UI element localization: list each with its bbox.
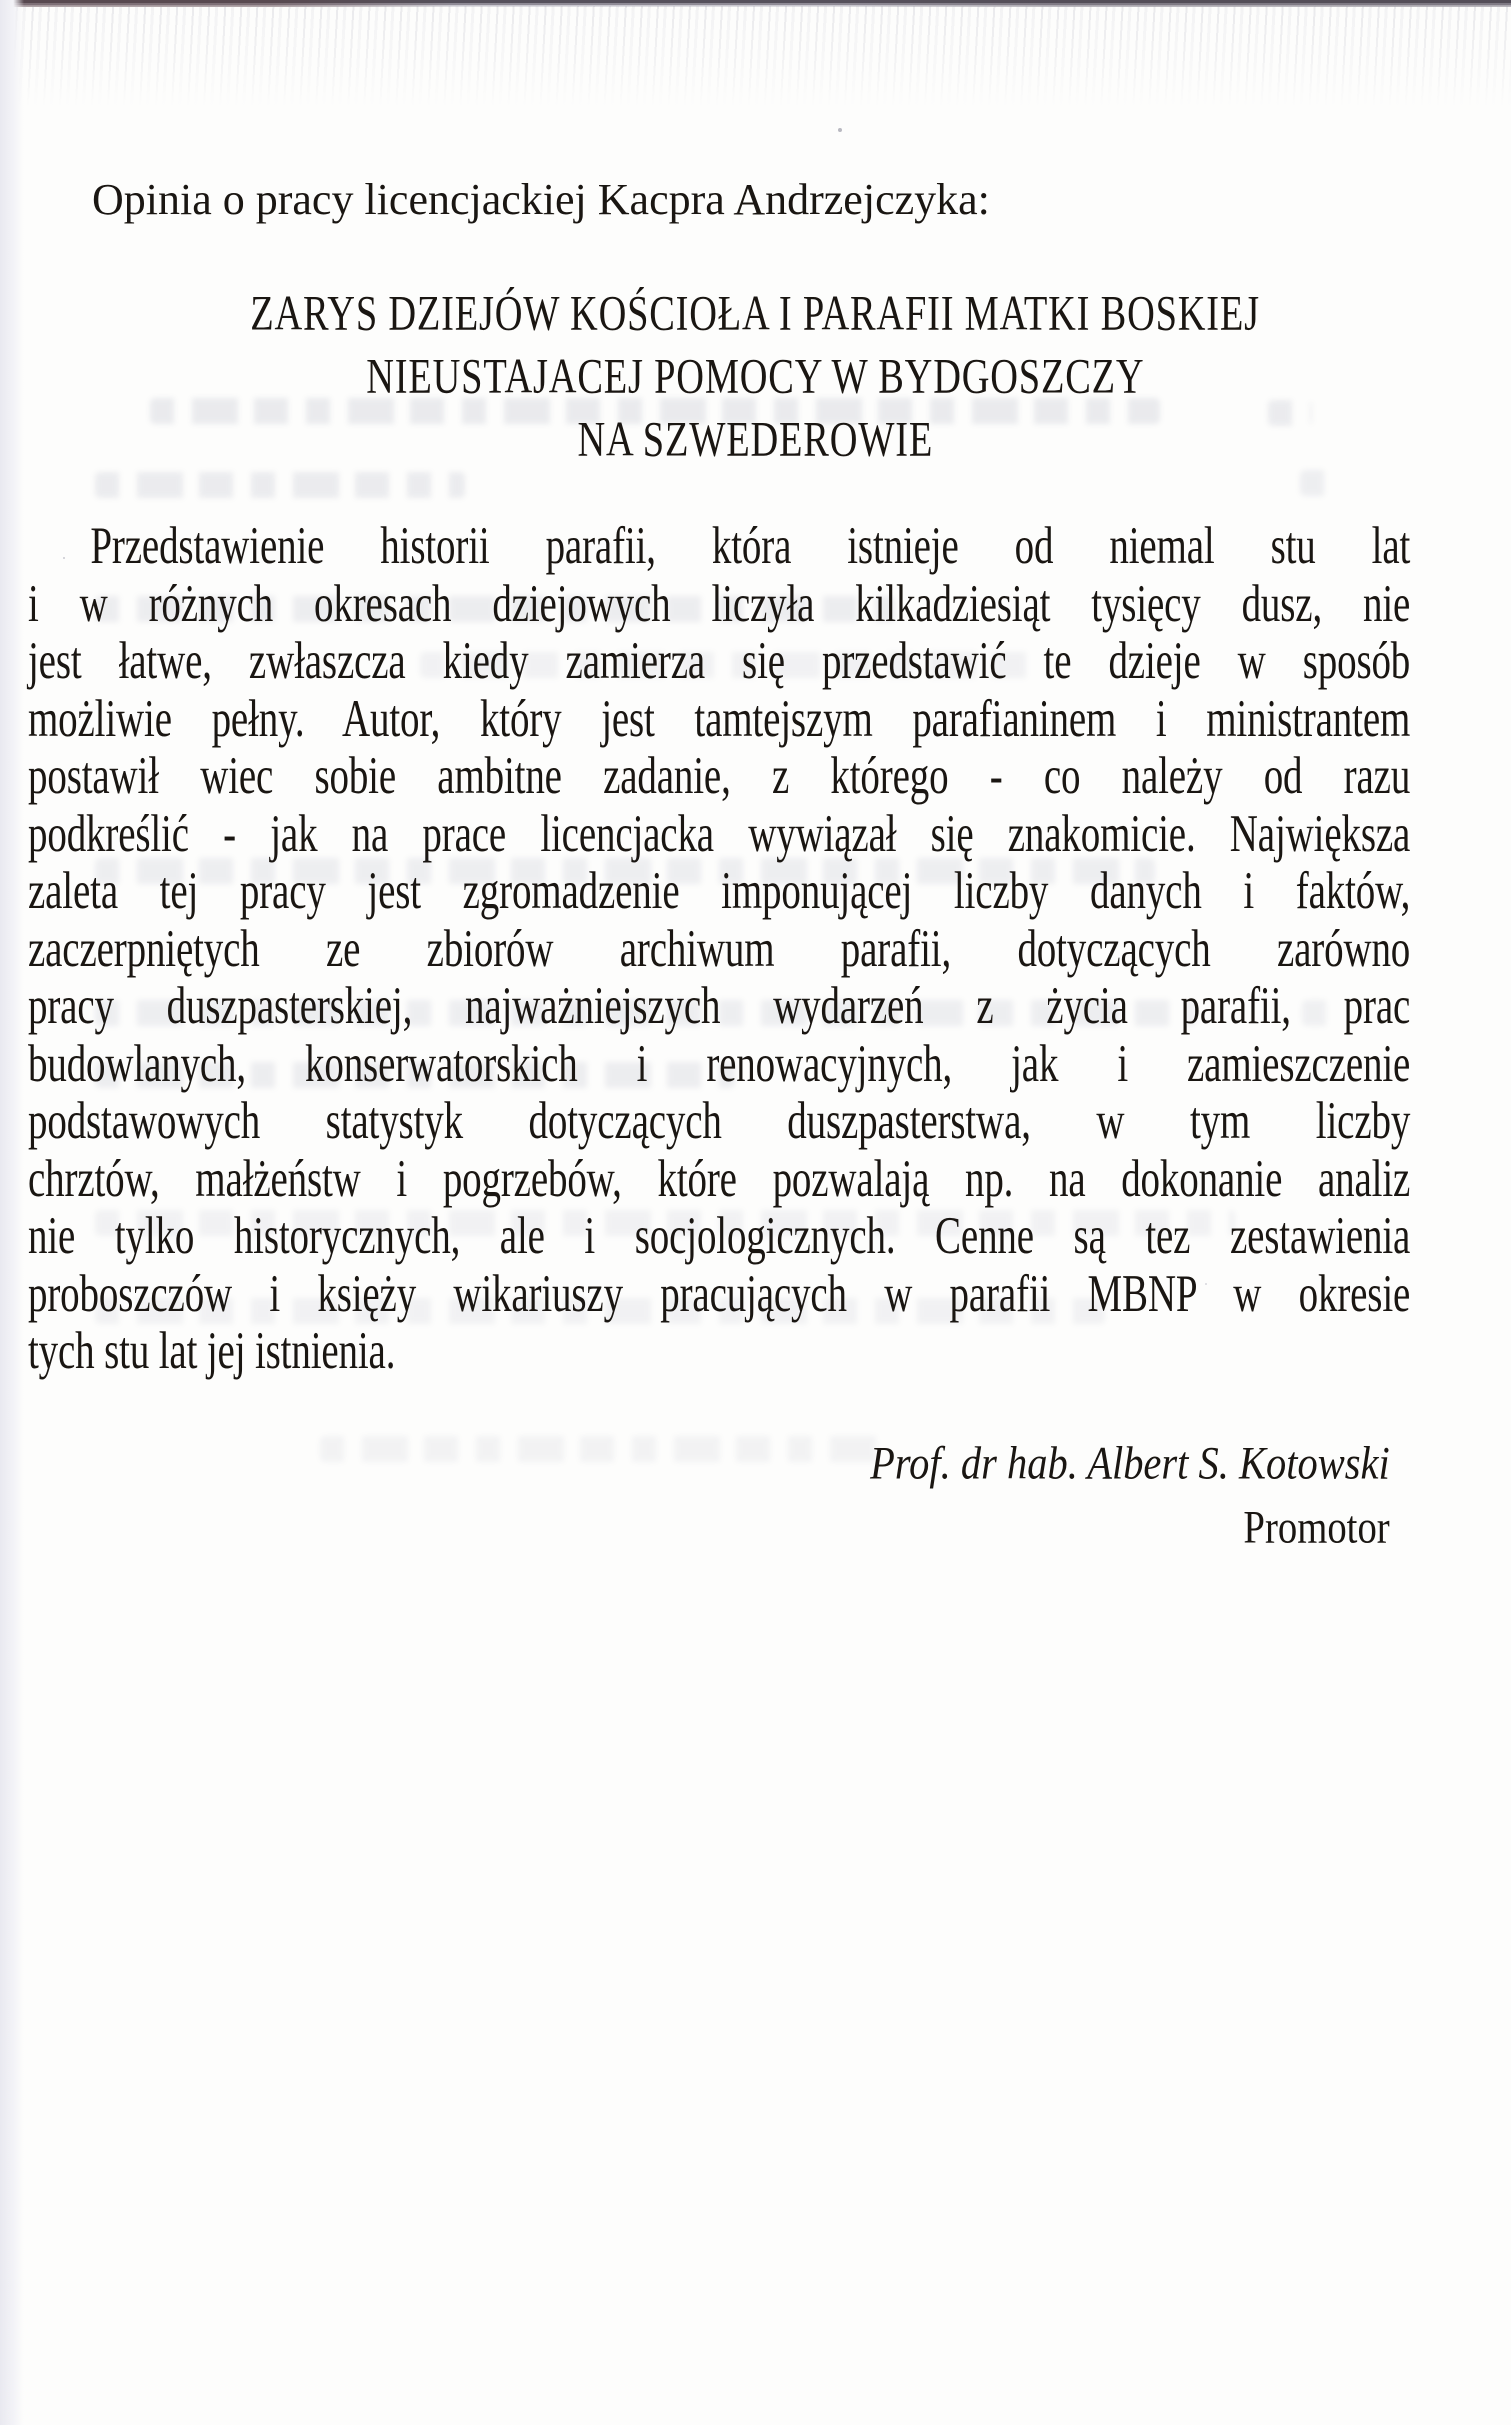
thesis-title	[0, 282, 1511, 471]
body-line: nie tylko historycznych, ale i socjologicznych. Cenne są tez zestawienia	[28, 1205, 1411, 1265]
body-line: proboszczów i księży wikariuszy pracujących w parafii MBNP w okresie	[28, 1262, 1411, 1323]
thesis-title-line-1: ZARYS DZIEJÓW KOŚCIOŁA I PARAFII MATKI BOSKIEJ	[250, 285, 1261, 342]
body-line: podkreślić - jak na prace licencjacka wywiązał się znakomicie. Największa	[28, 802, 1411, 863]
body-line: zaleta tej pracy jest zgromadzenie imponującej liczby danych i faktów,	[28, 860, 1411, 920]
body-line: chrztów, małżeństw i pogrzebów, które pozwalają np. na dokonanie analiz	[28, 1147, 1411, 1208]
signature-role: Promotor	[1243, 1501, 1390, 1554]
body-line: i w różnych okresach dziejowych liczyła kilkadziesiąt tysięcy dusz, nie	[28, 572, 1411, 633]
body-line: jest łatwe, zwłaszcza kiedy zamierza się przedstawić te dzieje w sposób	[28, 630, 1411, 690]
body-line: pracy duszpasterskiej, najważniejszych wydarzeń z życia parafii, prac	[28, 975, 1411, 1035]
scan-speck	[838, 128, 842, 132]
signature-name: Prof. dr hab. Albert S. Kotowski	[870, 1437, 1390, 1490]
bleed-through-artifact	[1300, 470, 1338, 496]
review-body	[28, 517, 1511, 1380]
opinion-heading: Opinia o pracy licencjackiej Kacpra Andrzejczyka:	[92, 175, 990, 224]
bleed-through-artifact	[320, 1436, 880, 1462]
body-line: tych stu lat jej istnienia.	[28, 1320, 396, 1380]
body-line: postawił wiec sobie ambitne zadanie, z którego - co należy od razu	[28, 745, 1411, 805]
body-line: Przedstawienie historii parafii, która istnieje od niemal stu lat	[90, 515, 1411, 575]
body-line: podstawowych statystyk dotyczących duszpasterstwa, w tym liczby	[28, 1090, 1411, 1150]
scan-noise-texture	[0, 6, 1511, 116]
body-line: możliwie pełny. Autor, który jest tamtejszym parafianinem i ministrantem	[28, 687, 1411, 748]
signature-block	[825, 1432, 1390, 1560]
body-line: budowlanych, konserwatorskich i renowacyjnych, jak i zamieszczenie	[28, 1032, 1411, 1093]
thesis-title-line-2: NIEUSTAJACEJ POMOCY W BYDGOSZCZY	[366, 348, 1145, 405]
body-line: zaczerpniętych ze zbiorów archiwum parafii, dotyczących zarówno	[28, 917, 1411, 978]
thesis-title-line-3: NA SZWEDEROWIE	[577, 411, 934, 468]
bleed-through-artifact	[95, 472, 465, 498]
